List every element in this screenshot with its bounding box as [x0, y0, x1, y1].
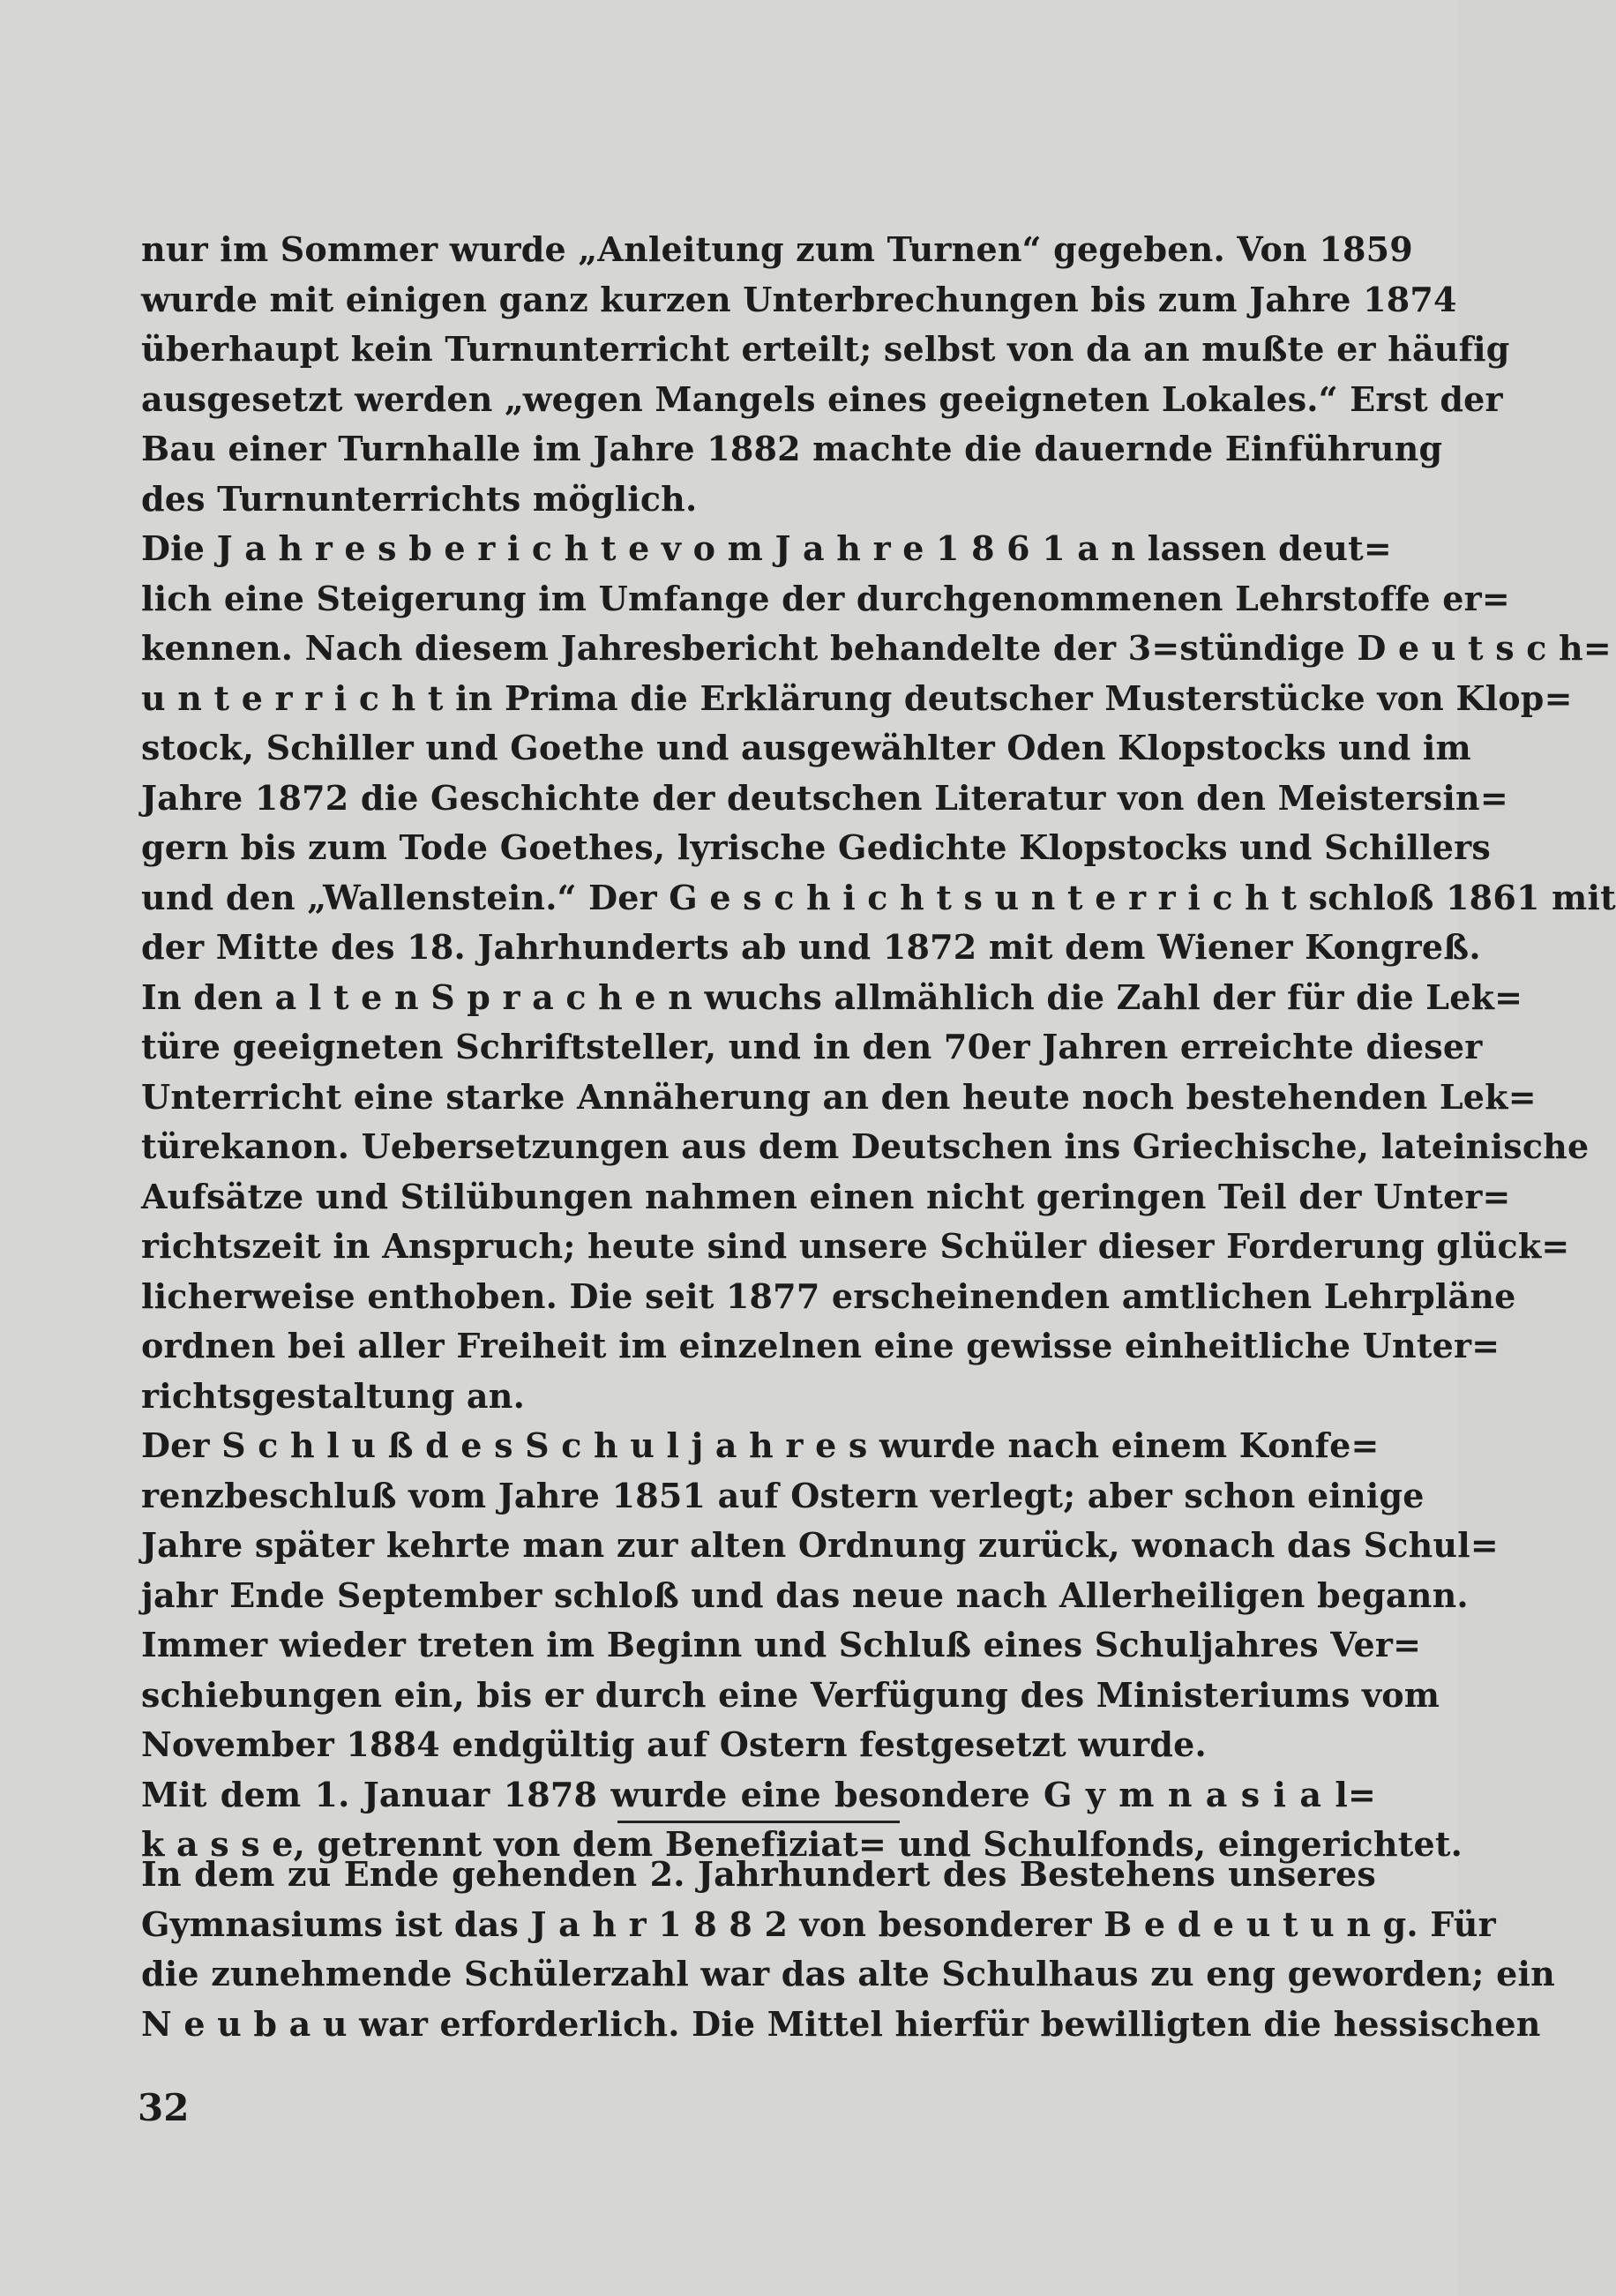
- paragraph-turnunterricht: [141, 225, 1510, 524]
- paragraph-neubau: [141, 1850, 1555, 2049]
- text-line: renzbeschluß vom Jahre 1851 auf Ostern verlegt; aber schon einige: [141, 1475, 1425, 1515]
- text-line: Gymnasiums ist das J a h r 1 8 8 2 von besonderer B e d e u t u n g. Für: [141, 1903, 1496, 1944]
- text-line: November 1884 endgültig auf Ostern festgesetzt wurde.: [141, 1724, 1207, 1764]
- text-line: Mit dem 1. Januar 1878 wurde eine besondere G y m n a s i a l=: [141, 1774, 1376, 1814]
- text-line: lich eine Steigerung im Umfange der durchgenommenen Lehrstoffe er=: [141, 578, 1510, 618]
- section-divider: [617, 1821, 900, 1823]
- text-line: türe geeigneten Schriftsteller, und in den 70er Jahren erreichte dieser: [141, 1027, 1483, 1066]
- text-line: ausgesetzt werden „wegen Mangels eines geeigneten Lokales.“ Erst der: [141, 378, 1503, 419]
- text-line: schiebungen ein, bis er durch eine Verfügung des Ministeriums vom: [141, 1674, 1440, 1715]
- text-line: ordnen bei aller Freiheit im einzelnen eine gewisse einheitliche Unter=: [141, 1326, 1500, 1365]
- text-line: nur im Sommer wurde „Anleitung zum Turnen“ gegeben. Von 1859: [141, 229, 1413, 269]
- paragraph-jahresberichte: [141, 524, 1616, 1421]
- text-line: gern bis zum Tode Goethes, lyrische Gedichte Klopstocks und Schillers: [141, 827, 1491, 867]
- page-number: 32: [138, 2086, 190, 2129]
- text-line: Der S c h l u ß d e s S c h u l j a h r e s wurde nach einem Konfe=: [141, 1425, 1380, 1465]
- text-line: Die J a h r e s b e r i c h t e v o m J a h r e 1 8 6 1 a n lassen deut=: [141, 528, 1392, 568]
- text-line: licherweise enthoben. Die seit 1877 erscheinenden amtlichen Lehrpläne: [141, 1275, 1516, 1316]
- text-line: türekanon. Uebersetzungen aus dem Deutschen ins Griechische, lateinische: [141, 1126, 1590, 1166]
- text-line: der Mitte des 18. Jahrhunderts ab und 1872 mit dem Wiener Kongreß.: [141, 927, 1481, 967]
- text-block-neubau: [141, 1850, 1555, 2049]
- text-line: Immer wieder treten im Beginn und Schluß eines Schuljahres Ver=: [141, 1625, 1422, 1664]
- text-line: stock, Schiller und Goethe und ausgewählter Oden Klopstocks und im: [141, 728, 1471, 767]
- text-line: jahr Ende September schloß und das neue nach Allerheiligen begann.: [141, 1574, 1469, 1615]
- text-line: In dem zu Ende gehenden 2. Jahrhundert des Bestehens unseres: [141, 1854, 1376, 1894]
- paragraph-schuljahr: [141, 1421, 1499, 1770]
- text-line: N e u b a u war erforderlich. Die Mittel hierfür bewilligten die hessischen: [141, 2003, 1541, 2044]
- text-line: des Turnunterrichts möglich.: [141, 478, 698, 519]
- text-line: Jahre später kehrte man zur alten Ordnung zurück, wonach das Schul=: [141, 1525, 1499, 1565]
- text-line: Bau einer Turnhalle im Jahre 1882 machte die dauernde Einführung: [141, 429, 1443, 468]
- text-line: die zunehmende Schülerzahl war das alte Schulhaus zu eng geworden; ein: [141, 1954, 1555, 1993]
- text-line: Unterricht eine starke Annäherung an den heute noch bestehenden Lek=: [141, 1076, 1537, 1117]
- text-line: Aufsätze und Stilübungen nahmen einen nicht geringen Teil der Unter=: [141, 1176, 1511, 1216]
- text-block-main: [141, 225, 1616, 1870]
- text-line: und den „Wallenstein.“ Der G e s c h i c h t s u n t e r r i c h t schloß 1861 mit: [141, 877, 1616, 917]
- text-line: richtsgestaltung an.: [141, 1375, 526, 1416]
- text-line: In den a l t e n S p r a c h e n wuchs allmählich die Zahl der für die Lek=: [141, 976, 1523, 1017]
- text-line: k a s s e, getrennt von dem Benefiziat= und Schulfonds, eingerichtet.: [141, 1824, 1463, 1864]
- text-line: Jahre 1872 die Geschichte der deutschen Literatur von den Meistersin=: [141, 777, 1508, 818]
- text-line: überhaupt kein Turnunterricht erteilt; selbst von da an mußte er häufig: [141, 329, 1510, 369]
- text-line: u n t e r r i c h t in Prima die Erklärung deutscher Musterstücke von Klop=: [141, 677, 1573, 718]
- text-line: richtszeit in Anspruch; heute sind unsere Schüler dieser Forderung glück=: [141, 1226, 1570, 1266]
- text-line: wurde mit einigen ganz kurzen Unterbrechungen bis zum Jahre 1874: [141, 279, 1457, 319]
- text-line: kennen. Nach diesem Jahresbericht behandelte der 3=stündige D e u t s c h=: [141, 628, 1612, 668]
